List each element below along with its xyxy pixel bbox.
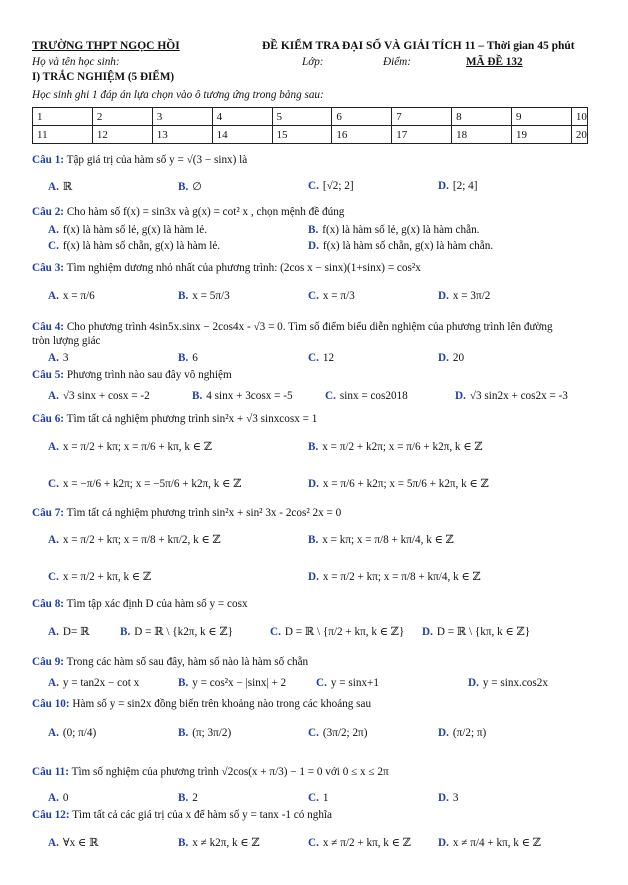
question-10: Câu 10: Hàm số y = sin2x đồng biến trên khoảng nào trong các khoảng sau [32,698,372,710]
answer-table [32,107,588,144]
option-d[interactable]: D. √3 sin2x + cos2x = -3 [455,390,568,402]
student-name-label: Họ và tên học sinh: [32,56,120,68]
answer-cell[interactable]: 5 [272,108,332,126]
option-b[interactable]: B. D = ℝ \ {k2π, k ∈ ℤ} [120,626,234,638]
option-b[interactable]: B. x ≠ k2π, k ∈ ℤ [178,837,260,849]
option-d[interactable]: D. 20 [438,352,465,364]
question-4: Câu 4: Cho phương trình 4sin5x.sinx − 2cos4x - √3 = 0. Tìm số điểm biểu diễn nghiệm của phương trình lên đường [32,321,553,333]
option-b[interactable]: B. x = kπ; x = π/8 + kπ/4, k ∈ ℤ [308,534,454,546]
answer-cell[interactable]: 10 [571,108,587,126]
question-11: Câu 11: Tìm số nghiệm của phương trình √2cos(x + π/3) − 1 = 0 với 0 ≤ x ≤ 2π [32,766,389,778]
answer-cell[interactable]: 2 [92,108,152,126]
option-c[interactable]: C. f(x) là hàm số chẵn, g(x) là hàm lẻ. [48,240,221,252]
option-a[interactable]: A. ℝ [48,181,73,193]
question-8: Câu 8: Tìm tập xác định D của hàm số y = cosx [32,598,248,610]
option-c[interactable]: C. 1 [308,792,329,804]
exam-code: MÃ ĐỀ 132 [466,56,523,68]
option-b[interactable]: B. x = 5π/3 [178,290,230,302]
answer-row-1 [33,108,588,126]
option-c[interactable]: C. sinx = cos2018 [325,390,408,402]
question-12: Câu 12: Tìm tất cả các giá trị của x để hàm số y = tanx -1 có nghĩa [32,809,333,821]
option-a[interactable]: A. ∀x ∈ ℝ [48,837,99,849]
option-d[interactable]: D. x = π/2 + kπ; x = π/8 + kπ/4, k ∈ ℤ [308,571,481,583]
answer-cell[interactable]: 1 [33,108,93,126]
question-number: Câu 1: [32,154,65,166]
answer-cell[interactable]: 15 [272,126,332,144]
score-label: Điểm: [383,56,411,68]
section-title: I) TRẮC NGHIỆM (5 ĐIỂM) [32,71,175,83]
option-d[interactable]: D. x ≠ π/4 + kπ, k ∈ ℤ [438,837,541,849]
option-d[interactable]: D. f(x) là hàm số chẵn, g(x) là hàm chẵn. [308,240,494,252]
answer-cell[interactable]: 12 [92,126,152,144]
option-a[interactable]: A. (0; π/4) [48,727,97,739]
question-9: Câu 9: Trong các hàm số sau đây, hàm số nào là hàm số chẵn [32,656,309,668]
answer-cell[interactable]: 16 [332,126,392,144]
section-instruction: Học sinh ghi 1 đáp án lựa chọn vào ô tương ứng trong bảng sau: [32,89,324,101]
answer-cell[interactable]: 20 [571,126,587,144]
option-d[interactable]: D. D = ℝ \ {kπ, k ∈ ℤ} [422,626,531,638]
option-c[interactable]: C. D = ℝ \ {π/2 + kπ, k ∈ ℤ} [270,626,405,638]
option-b[interactable]: B. f(x) là hàm số lẻ, g(x) là hàm chẵn. [308,224,480,236]
option-b[interactable]: B. x = π/2 + k2π; x = π/6 + k2π, k ∈ ℤ [308,441,483,453]
option-c[interactable]: C. 12 [308,352,335,364]
answer-cell[interactable]: 11 [33,126,93,144]
option-c[interactable]: C. x = π/3 [308,290,355,302]
option-b[interactable]: B. 4 sinx + 3cosx = -5 [192,390,293,402]
option-c[interactable]: C. y = sinx+1 [316,677,379,689]
option-b[interactable]: B. 6 [178,352,198,364]
option-a[interactable]: A. D= ℝ [48,626,90,638]
option-d[interactable]: D. x = 3π/2 [438,290,491,302]
exam-title: ĐỀ KIỂM TRA ĐẠI SỐ VÀ GIẢI TÍCH 11 – Thời gian 45 phút [262,40,575,52]
option-a[interactable]: A. x = π/2 + kπ; x = π/6 + kπ, k ∈ ℤ [48,441,213,453]
answer-row-2 [33,126,588,144]
answer-cell[interactable]: 18 [452,126,512,144]
answer-cell[interactable]: 4 [212,108,272,126]
answer-cell[interactable]: 9 [512,108,572,126]
option-d[interactable]: D. x = π/6 + k2π; x = 5π/6 + k2π, k ∈ ℤ [308,478,489,490]
option-a[interactable]: A. x = π/2 + kπ; x = π/8 + kπ/2, k ∈ ℤ [48,534,221,546]
answer-cell[interactable]: 6 [332,108,392,126]
option-a[interactable]: A. y = tan2x − cot x [48,677,140,689]
option-c[interactable]: C. x ≠ π/2 + kπ, k ∈ ℤ [308,837,411,849]
option-c[interactable]: C. [√2; 2] [308,180,354,192]
answer-cell[interactable]: 19 [512,126,572,144]
school-name: TRƯỜNG THPT NGỌC HỒI [32,40,180,52]
option-a[interactable]: A. x = π/6 [48,290,95,302]
question-4-continued: tròn lượng giác [32,335,101,347]
option-b[interactable]: B. (π; 3π/2) [178,727,232,739]
class-label: Lớp: [302,56,324,68]
option-a[interactable]: A. 0 [48,792,69,804]
question-7: Câu 7: Tìm tất cả nghiệm phương trình sin²x + sin² 3x - 2cos² 2x = 0 [32,507,342,519]
answer-cell[interactable]: 7 [392,108,452,126]
option-c[interactable]: C. (3π/2; 2π) [308,727,368,739]
option-b[interactable]: B. ∅ [178,181,203,193]
question-1 [32,154,247,166]
question-5: Câu 5: Phương trình nào sau đây vô nghiệm [32,369,232,381]
option-a[interactable]: A. 3 [48,352,69,364]
question-text: Tập giá trị của hàm số y = √(3 − sinx) là [66,154,248,166]
option-b[interactable]: B. 2 [178,792,198,804]
answer-cell[interactable]: 17 [392,126,452,144]
option-d[interactable]: D. y = sinx.cos2x [468,677,548,689]
question-6: Câu 6: Tìm tất cả nghiệm phương trình sin²x + √3 sinxcosx = 1 [32,413,318,425]
option-d[interactable]: D. (π/2; π) [438,727,487,739]
answer-cell[interactable]: 3 [152,108,212,126]
option-c[interactable]: C. x = π/2 + kπ, k ∈ ℤ [48,571,152,583]
answer-cell[interactable]: 8 [452,108,512,126]
option-b[interactable]: B. y = cos²x − |sinx| + 2 [178,677,287,689]
option-d[interactable]: D. [2; 4] [438,180,478,192]
option-c[interactable]: C. x = −π/6 + k2π; x = −5π/6 + k2π, k ∈ ℤ [48,478,242,490]
answer-cell[interactable]: 14 [212,126,272,144]
question-3: Câu 3: Tìm nghiệm dương nhỏ nhất của phương trình: (2cos x − sinx)(1+sinx) = cos²x [32,262,421,274]
option-a[interactable]: A. f(x) là hàm số lẻ, g(x) là hàm lẻ. [48,224,208,236]
answer-cell[interactable]: 13 [152,126,212,144]
option-a[interactable]: A. √3 sinx + cosx = -2 [48,390,150,402]
question-2: Câu 2: Cho hàm số f(x) = sin3x và g(x) = cot² x , chọn mệnh đề đúng [32,206,345,218]
option-d[interactable]: D. 3 [438,792,459,804]
